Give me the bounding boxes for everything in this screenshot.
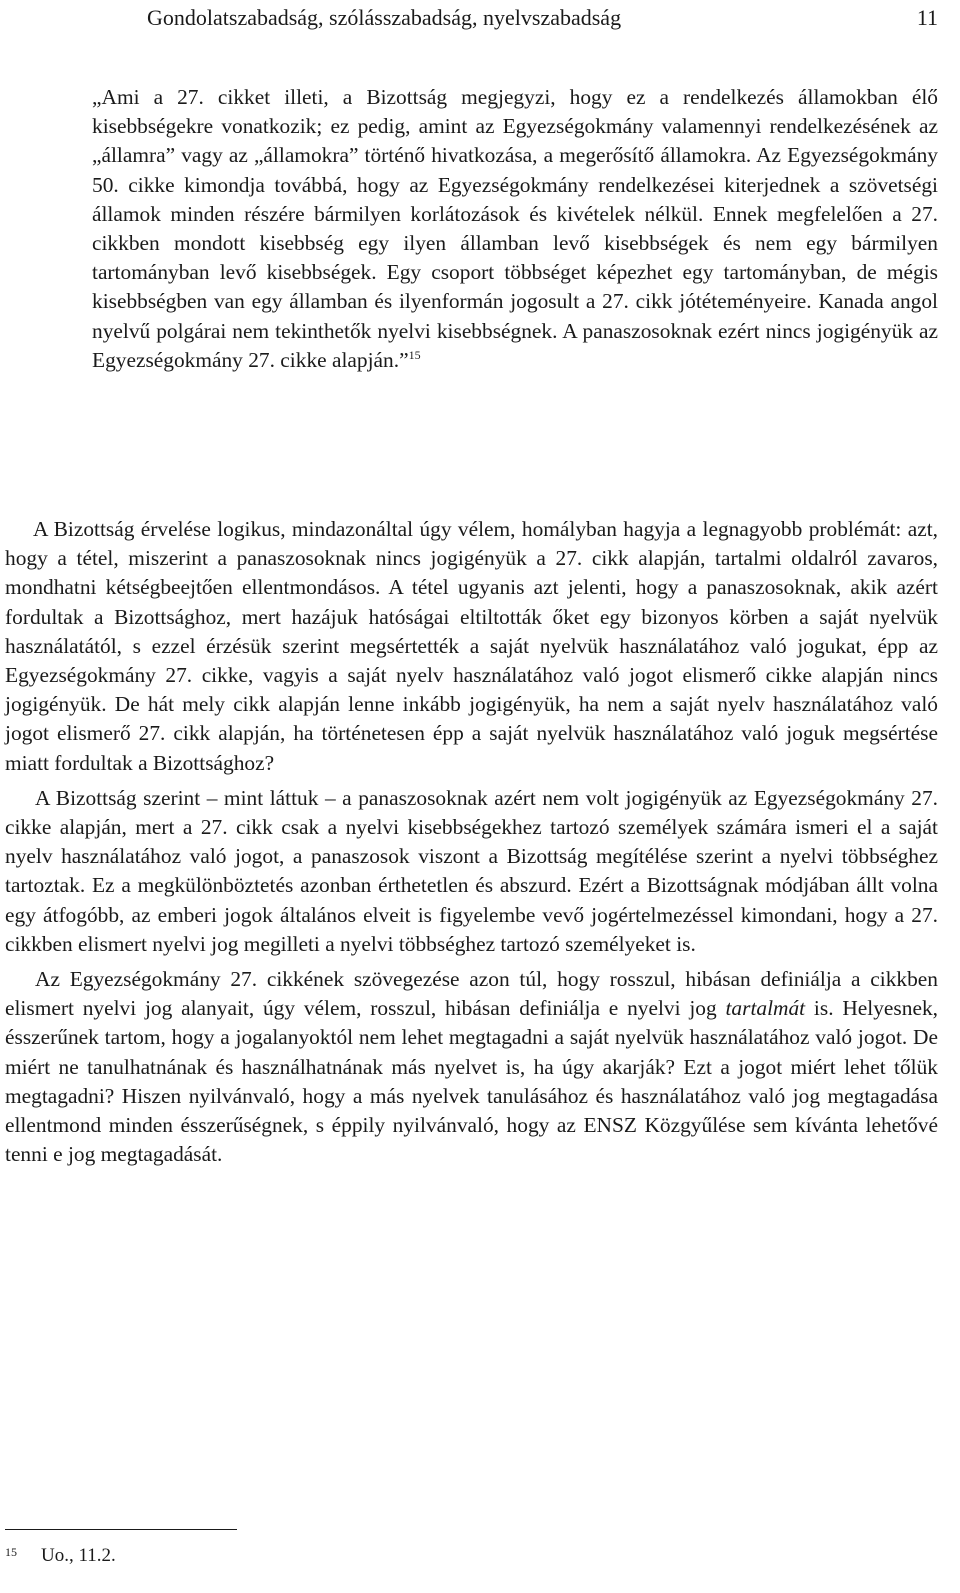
page-header [0,0,960,40]
quote-paragraph [92,83,938,375]
body-text [5,515,938,1169]
body-paragraph-3 [5,965,938,1169]
footnote-number: 15 [5,1545,17,1559]
body-paragraph-2: A Bizottság szerint – mint láttuk – a panaszosoknak azért nem volt jogigényük az Egyezségokmány 27. cikke alapján, mert a 27. cikk csak a nyelvi kisebbségekhez tartozó személyek számára ismeri el a saját nyelv használatához való jogot, a panaszosok viszont a Bizottság megítélése szerint a nyelvi többséghez tartoztak. Ez a megkülönböztetés azonban érthetetlen és abszurd. Ezért a Bizottságnak módjában állt volna egy átfogóbb, az emberi jogok általános elveit is figyelembe vevő jogértelmezéssel kimondani, hogy a 27. cikkben elismert nyelvi jog megilleti a nyelvi többséghez tartozó személyeket is. [5,785,938,956]
footnote-reference[interactable]: 15 [408,347,421,362]
footnote-divider [5,1529,237,1530]
body-paragraph-1: A Bizottság érvelése logikus, mindazonáltal úgy vélem, homályban hagyja a legnagyobb problémát: azt, hogy a tétel, miszerint a panaszosoknak nincs jogigényük a 27. cikk alapján, tartalmi oldalról zavaros, mondhatni kétségbeejtően ellentmondásos. A tétel ugyanis azt jelenti, hogy a panaszosoknak, akik azért fordultak a Bizottsághoz, mert hazájuk hatóságai eltiltották őket egy bizonyos körben a saját nyelvük használatától, s ezzel érzésük szerint megsértették a saját nyelvük használatához való jogukat, épp az Egyezségokmány 27. cikke, vagyis a saját nyelv használatához való jogot elismerő cikke alapján nincs jogigényük. De hát mely cikk alapján lenne inkább jogigényük, ha nem a saját nyelv használatához való jogot elismerő 27. cikk alapján, ha történetesen épp a saját nyelvük használatához való joguk megsértése miatt fordultak a Bizottsághoz? [5,517,938,775]
quote-text: „Ami a 27. cikket illeti, a Bizottság megjegyzi, hogy ez a rendelkezés államokban élő kisebbségekre vonatkozik; ez pedig, amint az Egyezségokmány valamennyi rendelkezésének az „államra” vagy az „államokra” történő hivatkozása, a megerősítő államokra. Az Egyezségokmány 50. cikke kimondja továbbá, hogy az Egyezségokmány rendelkezései kiterjednek a szövetségi államok minden részére bármilyen korlátozások és kivételek nélkül. Ennek megfelelően a 27. cikkben mondott kisebbség egy ilyen államban levő kisebbségek és nem egy bármilyen tartományban levő kisebbségek. Egy csoport többséget képezhet egy tartományban, de mégis kisebbségben van egy államban és ilyenformán jogosult a 27. cikk jótéteményeire. Kanada angol nyelvű polgárai nem tekinthetők nyelvi kisebbségnek. A panaszosoknak ezért nincs jogigényük az Egyezségokmány 27. cikke alapján.” [92,85,938,372]
block-quote [92,83,938,375]
italic-emphasis: tartalmát [725,996,806,1021]
paragraph-3-text-end: is. Helyesnek, ésszerűnek tartom, hogy a jogalanyoktól nem lehet megtagadni a saját nyelvük használatához való jogot. De miért ne tanulhatnának és használhatnának más nyelvet is, ha úgy akarják? Ezt a jogot miért lehet tőlük megtagadni? Hiszen nyilvánvaló, hogy a más nyelvek tanulásához és használatához való jog megtagadása ellentmond minden ésszerűségnek, s éppily nyilvánvaló, hogy az ENSZ Közgyűlése sem kívánta lehetővé tenni e jog megtagadását. [5,996,938,1167]
paragraph-3-text-start: Az Egyezségokmány 27. cikkének szövegezése azon túl, hogy rosszul, hibásan definiálja a cikkben elismert nyelvi jog alanyait, úgy vélem, rosszul, hibásan definiálja e nyelvi jog [5,967,938,1021]
page-number: 11 [916,5,938,30]
running-title: Gondolatszabadság, szólásszabadság, nyelvszabadság [147,5,622,30]
footnote-text: Uo., 11.2. [41,1545,116,1566]
